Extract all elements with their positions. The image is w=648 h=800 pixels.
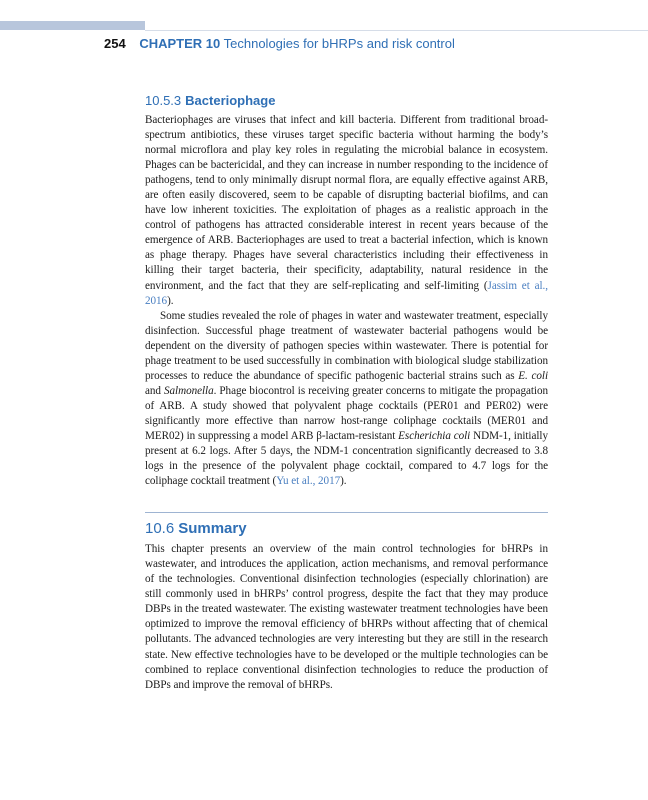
paragraph-text: ). bbox=[167, 294, 174, 307]
paragraph-text: and bbox=[145, 384, 164, 397]
section-number: 10.6 bbox=[145, 520, 175, 538]
header-accent-bar bbox=[0, 21, 145, 30]
chapter-title: Technologies for bHRPs and risk control bbox=[223, 36, 455, 51]
paragraph-bacteriophage-2 bbox=[145, 309, 548, 490]
paragraph-bacteriophage-1 bbox=[145, 113, 548, 309]
species-name: Salmonella bbox=[163, 384, 214, 397]
paragraph-text: ). bbox=[340, 475, 347, 488]
citation-link[interactable]: Yu et al., 2017 bbox=[276, 475, 341, 488]
paragraph-summary: This chapter presents an overview of the main control technologies for bHRPs in wastewater, and introduces the application, action mechanisms, and removal performance of the technologies. Conventional disinfection technologies (especially chlorination) are still commonly used in bHRPs’ control progress, despite the fact that they may produce DBPs in the treated wastewater. The existing wastewater treatment technologies have been optimized to improve the removal efficiency of bHRPs without affecting that of chemical pollutants. The advanced technologies are very interesting but they are still in the research state. New effective technologies have to be developed or the multiple technologies can be combined to replace conventional disinfection technologies to reduce the production of DBPs and improve the removal of bHRPs. bbox=[145, 543, 548, 691]
paragraph-text: Bacteriophages are viruses that infect and kill bacteria. Different from traditional broad-spectrum antibiotics, these viruses target specific bacteria without harming the body’s normal microflora and play key roles in regulating the microbial balance in ecosystem. Phages can be bactericidal, and they can increase in number responding to the incidence of pathogens, tend to only minimally disrupt normal flora, are equally effective against ARB, are often easily discovered, seem to be capable of disrupting bacterial biofilms, and can have low inherent toxicities. The exploitation of phages as a realistic approach in the control of pathogens has attracted considerable interest in recent years because of the emergence of ARB. Bacteriophages are used to treat a bacterial infection, which is known as phage therapy. Phages have several characteristics including their effectiveness in killing their target bacteria, their specificity, adaptability, natural residence in the environment, and the fact that they are self-replicating and self-limiting ( bbox=[145, 114, 548, 292]
running-head bbox=[104, 35, 455, 52]
header-rule bbox=[145, 30, 648, 31]
section-title: Bacteriophage bbox=[185, 93, 276, 108]
paragraph-text: . Phage biocontrol is receiving greater concerns to mitigate the propagation of ARB. A study showed that polyvalent phage cocktails (PER01 and PER02) were significantly more effective than narrow host-range coliphage cocktails (MER01 and MER02) in suppressing a model ARB β-lactam-resistant bbox=[145, 384, 548, 442]
section-heading-bacteriophage bbox=[145, 92, 548, 110]
species-name: Escherichia coli bbox=[398, 429, 471, 442]
paragraph-text: NDM-1, initially present at 6.2 logs. After 5 days, the NDM-1 concentration significantly decreased to 3.8 logs in the presence of the polyvalent phage cocktail, compared to 4.7 logs for the coliphage cocktail treatment ( bbox=[145, 429, 548, 488]
section-title: Summary bbox=[178, 520, 247, 538]
citation-link[interactable]: Jassim et al., 2016 bbox=[145, 279, 549, 307]
chapter-label: CHAPTER 10 bbox=[139, 36, 221, 51]
paragraph-text: Some studies revealed the role of phages in water and wastewater treatment, especially disinfection. Successful phage treatment of wastewater bacterial pathogens would be dependent on the diversity of pathogen species within wastewater. There is potential for phage treatment to be used successfully in combination with biological sludge stabilization processes to reduce the abundance of specific pathogenic bacterial strains such as bbox=[145, 309, 548, 382]
page-number: 254 bbox=[104, 36, 126, 51]
species-name: E. coli bbox=[518, 369, 548, 382]
section-divider bbox=[145, 512, 548, 513]
page-body bbox=[145, 92, 548, 693]
section-heading-summary bbox=[145, 519, 548, 539]
section-number: 10.5.3 bbox=[145, 93, 182, 108]
